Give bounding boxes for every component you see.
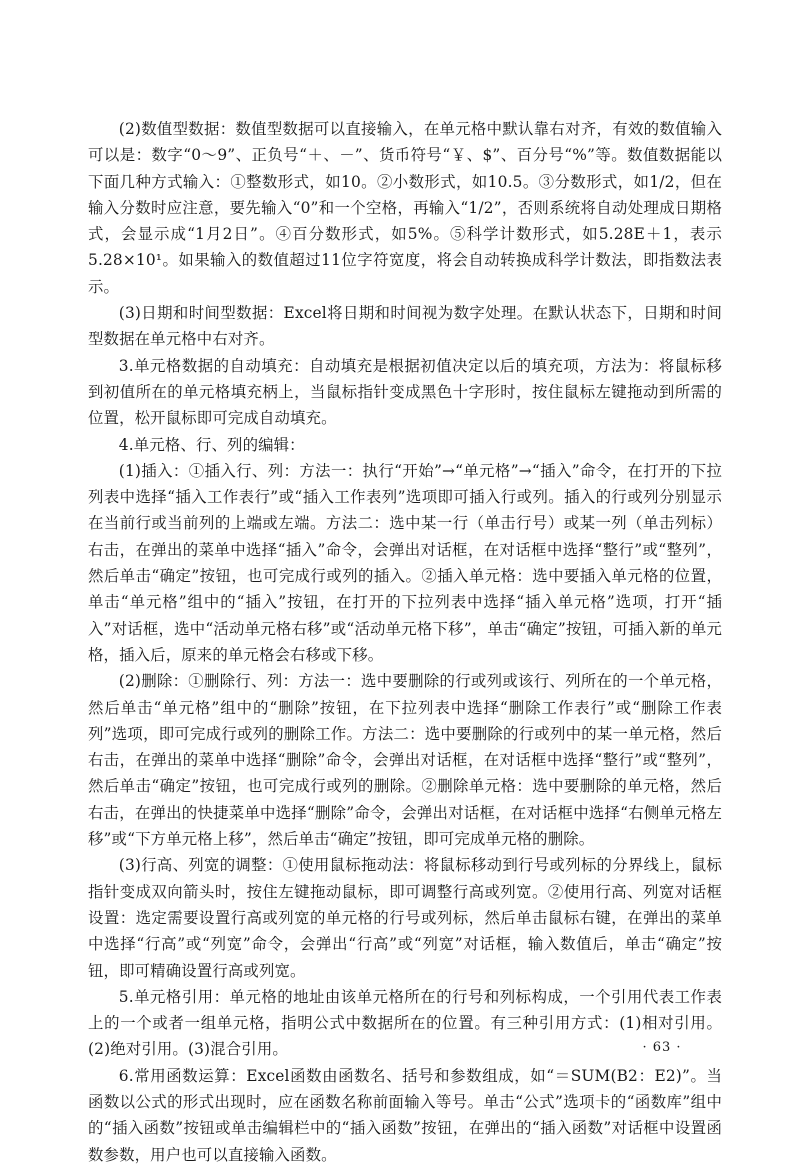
paragraph-row-col-size: (3)行高、列宽的调整：①使用鼠标拖动法：将鼠标移动到行号或列标的分界线上，鼠标指针变成双向箭头时，按住左键拖动鼠标，即可调整行高或列宽。②使用行高、列宽对话框设置：选定需要设置行高或列宽的单元格的行号或列标，然后单击鼠标右键，在弹出的菜单中选择“行高”或“列宽”命令，会弹出“行高”或“列宽”对话框，输入数值后，单击“确定”按钮，即可精确设置行高或列宽。 [88,856,722,980]
paragraph-datetime-data: (3)日期和时间型数据：Excel将日期和时间视为数字处理。在默认状态下，日期和时间型数据在单元格中右对齐。 [88,304,722,349]
paragraph-insert: (1)插入：①插入行、列：方法一：执行“开始”→“单元格”→“插入”命令，在打开的下拉列表中选择“插入工作表行”或“插入工作表列”选项即可插入行或列。插入的行或列分别显示在当前行或当前列的上端或左端。方法二：选中某一行（单击行号）或某一列（单击列标）右击，在弹出的菜单中选择“插入”命令，会弹出对话框，在对话框中选择“整行”或“整列”，然后单击“确定”按钮，也可完成行或列的插入。②插入单元格：选中要插入单元格的位置，单击“单元格”组中的“插入”按钮，在打开的下拉列表中选择“插入单元格”选项，打开“插入”对话框，选中“活动单元格右移”或“活动单元格下移”，单击“确定”按钮，可插入新的单元格，插入后，原来的单元格会右移或下移。 [88,461,722,664]
paragraph-cell-reference: 5.单元格引用：单元格的地址由该单元格所在的行号和列标构成，一个引用代表工作表上的一个或者一组单元格，指明公式中数据所在的位置。有三种引用方式：(1)相对引用。(2)绝对引用。(3)混合引用。 [88,987,722,1059]
paragraph-auto-fill: 3.单元格数据的自动填充：自动填充是根据初值决定以后的填充项，方法为：将鼠标移到初值所在的单元格填充柄上，当鼠标指针变成黑色十字形时，按住鼠标左键拖动到所需的位置，松开鼠标即可完成自动填充。 [88,356,722,428]
page-body [88,116,722,1168]
paragraph-numeric-data: (2)数值型数据：数值型数据可以直接输入，在单元格中默认靠右对齐，有效的数值输入可以是：数字“0～9”、正负号“＋、－”、货币符号“￥、$”、百分号“%”等。数值数据能以下面几种方式输入：①整数形式，如10。②小数形式，如10.5。③分数形式，如1/2，但在输入分数时应注意，要先输入“0”和一个空格，再输入“1/2”，否则系统将自动处理成日期格式，会显示成“1月2日”。④百分数形式，如5%。⑤科学计数形式，如5.28E＋1，表示5.28×10¹。如果输入的数值超过11位字符宽度，将会自动转换成科学计数法，即指数法表示。 [88,120,722,296]
paragraph-edit-heading: 4.单元格、行、列的编辑： [118,435,305,454]
paragraph-delete: (2)删除：①删除行、列：方法一：选中要删除的行或列或该行、列所在的一个单元格，然后单击“单元格”组中的“删除”按钮，在下拉列表中选择“删除工作表行”或“删除工作表列”选项，即可完成行或列的删除工作。方法二：选中要删除的行或列中的某一单元格，然后右击，在弹出的菜单中选择“删除”命令，会弹出对话框，在对话框中选择“整行”或“整列”，然后单击“确定”按钮，也可完成行或列的删除。②删除单元格：选中要删除的单元格，然后右击，在弹出的快捷菜单中选择“删除”命令，会弹出对话框，在对话框中选择“右侧单元格左移”或“下方单元格上移”，然后单击“确定”按钮，即可完成单元格的删除。 [88,672,722,849]
paragraph-functions: 6.常用函数运算：Excel函数由函数名、括号和参数组成，如“＝SUM(B2：E2)”。当函数以公式的形式出现时，应在函数名称前面输入等号。单击“公式”选项卡的“函数库”组中的“插入函数”按钮或单击编辑栏中的“插入函数”按钮，在弹出的“插入函数”对话框中设置函数参数，用户也可以直接输入函数。 [88,1066,722,1164]
page-number: · 63 · [642,1040,682,1055]
